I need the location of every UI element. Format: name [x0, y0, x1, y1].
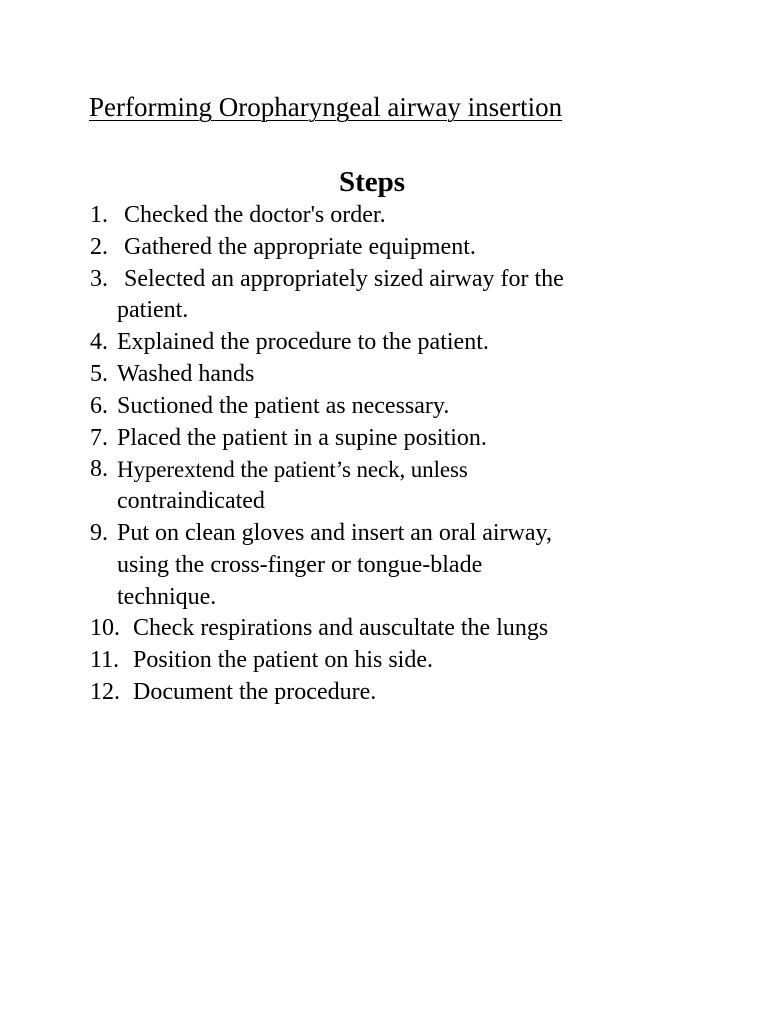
step-number: 2.	[90, 233, 108, 260]
step-number: 6.	[90, 392, 108, 419]
step-text: Washed hands	[117, 360, 255, 387]
list-item	[90, 677, 690, 709]
step-number: 9.	[90, 519, 108, 546]
step-number: 12.	[90, 678, 120, 705]
list-item	[90, 518, 690, 550]
step-number: 10.	[90, 615, 120, 642]
step-text: Suctioned the patient as necessary.	[117, 392, 450, 419]
list-item	[90, 327, 690, 359]
list-item-continuation	[90, 486, 690, 518]
list-item	[90, 423, 690, 455]
step-text: Check respirations and auscultate the lungs	[133, 615, 549, 642]
step-text: Checked the doctor's order.	[124, 202, 386, 228]
list-item	[90, 391, 690, 423]
step-number: 1.	[90, 202, 108, 228]
step-text: Explained the procedure to the patient.	[117, 329, 489, 356]
steps-list	[90, 200, 690, 709]
step-number: 11.	[90, 647, 120, 674]
step-text: using the cross-finger or tongue-blade	[117, 551, 483, 578]
list-item	[90, 645, 690, 677]
step-text: Hyperextend the patient’s neck, unless	[117, 457, 468, 483]
step-text: technique.	[117, 583, 217, 610]
step-number: 3.	[90, 265, 108, 292]
step-number: 8.	[90, 456, 108, 483]
step-text: Position the patient on his side.	[133, 647, 433, 674]
step-text: contraindicated	[117, 488, 265, 515]
step-number: 7.	[90, 424, 108, 451]
list-item	[90, 613, 690, 645]
step-text: Document the procedure.	[133, 678, 377, 705]
step-text: Put on clean gloves and insert an oral airway,	[117, 519, 552, 546]
list-item	[90, 359, 690, 391]
step-text: Selected an appropriately sized airway for the	[124, 265, 564, 292]
list-item	[90, 264, 690, 296]
list-item-continuation	[90, 295, 690, 327]
step-text: Placed the patient in a supine position.	[117, 424, 487, 451]
list-item	[90, 232, 690, 264]
document-title: Performing Oropharyngeal airway insertion	[89, 92, 563, 122]
list-item	[90, 454, 690, 486]
list-item	[90, 200, 690, 232]
list-item-continuation	[90, 550, 690, 582]
step-text: Gathered the appropriate equipment.	[124, 233, 476, 260]
step-number: 5.	[90, 360, 108, 387]
list-item-continuation	[90, 582, 690, 614]
step-text: patient.	[117, 297, 189, 324]
steps-heading: Steps	[338, 166, 406, 198]
step-number: 4.	[90, 329, 108, 356]
